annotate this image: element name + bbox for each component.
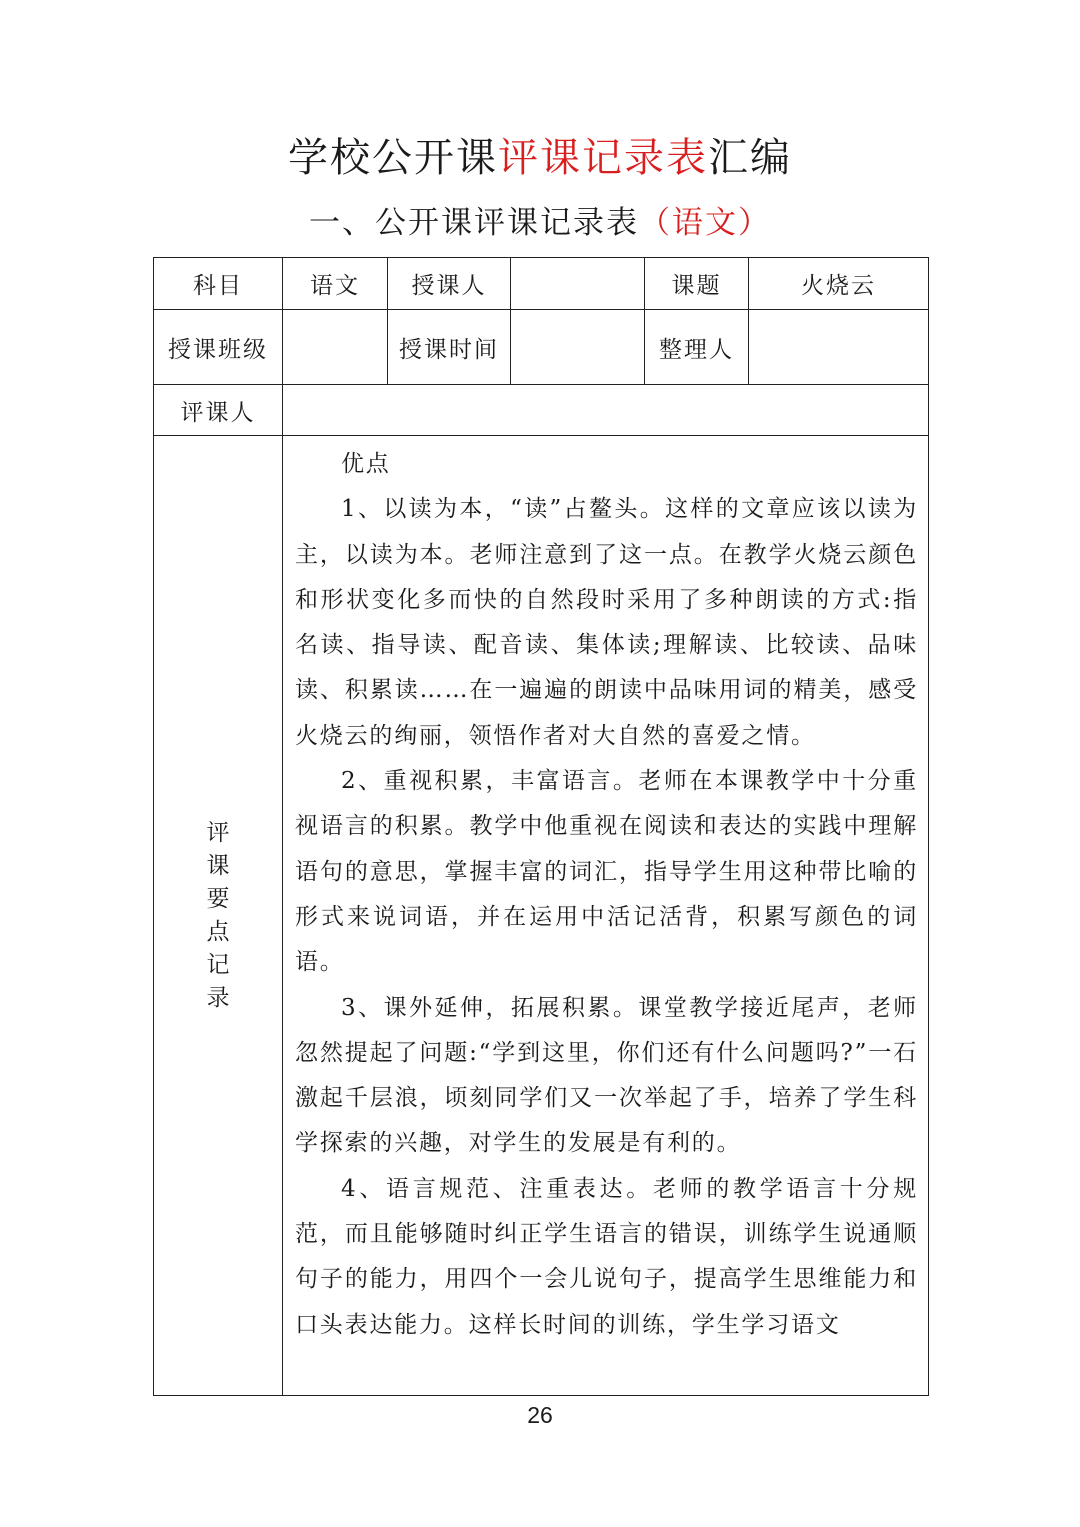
- subject-label: 科目: [154, 258, 283, 310]
- reviewer-label: 评课人: [154, 385, 283, 436]
- teacher-label: 授课人: [388, 258, 511, 310]
- class-value: [283, 310, 388, 385]
- table-row: [154, 436, 929, 1396]
- notes-paragraph-1: 1、以读为本，“读”占鳌头。这样的文章应该以读为主，以读为本。老师注意到了这一点。在教学火烧云颜色和形状变化多而快的自然段时采用了多种朗读的方式:指名读、指导读、配音读、集体读;理解读、比较读、品味读、积累读……在一遍遍的朗读中品味用词的精美，感受火烧云的绚丽，领悟作者对大自然的喜爱之情。: [295, 496, 918, 749]
- time-value: [511, 310, 645, 385]
- document-title: [0, 128, 1080, 188]
- title-part-3: 汇编: [708, 135, 792, 181]
- section-subtitle: [0, 198, 1080, 248]
- notes-paragraph-3: 3、课外延伸，拓展积累。课堂教学接近尾声，老师忽然提起了问题:“学到这里，你们还有什么问题吗?”一石激起千层浪，顷刻同学们又一次举起了手，培养了学生科学探索的兴趣，对学生的发展是有利的。: [295, 994, 918, 1157]
- evaluation-record-table: [153, 257, 929, 1396]
- teacher-value: [511, 258, 645, 310]
- notes-paragraph-2: 2、重视积累，丰富语言。老师在本课教学中十分重视语言的积累。教学中他重视在阅读和表达的实践中理解语句的意思，掌握丰富的词汇，指导学生用这种带比喻的形式来说词语，并在运用中活记活背，积累写颜色的词语。: [295, 768, 918, 976]
- editor-value: [749, 310, 929, 385]
- page-number: 26: [527, 1402, 553, 1428]
- subject-value: 语文: [283, 258, 388, 310]
- table-row: [154, 258, 929, 310]
- topic-label: 课题: [645, 258, 749, 310]
- title-part-1: 学校公开课: [288, 135, 498, 181]
- class-label: 授课班级: [154, 310, 283, 385]
- title-part-2-highlight: 评课记录表: [498, 135, 708, 181]
- notes-heading: 优点: [341, 451, 391, 477]
- reviewer-value: [283, 385, 929, 436]
- notes-label-cell: [154, 436, 283, 1396]
- notes-paragraph-4: 4、语言规范、注重表达。老师的教学语言十分规范，而且能够随时纠正学生语言的错误，训练学生说通顺句子的能力，用四个一会儿说句子，提高学生思维能力和口头表达能力。这样长时间的训练，学生学习语文: [295, 1175, 918, 1338]
- notes-content: [283, 436, 929, 1396]
- editor-label: 整理人: [645, 310, 749, 385]
- time-label: 授课时间: [388, 310, 511, 385]
- subtitle-part-1: 一、公开课评课记录表: [309, 205, 639, 241]
- table-row: [154, 385, 929, 436]
- notes-label: 评课要点记录: [206, 819, 230, 1011]
- subtitle-part-2-highlight: （语文）: [639, 205, 771, 241]
- table-row: [154, 310, 929, 385]
- topic-value: 火烧云: [749, 258, 929, 310]
